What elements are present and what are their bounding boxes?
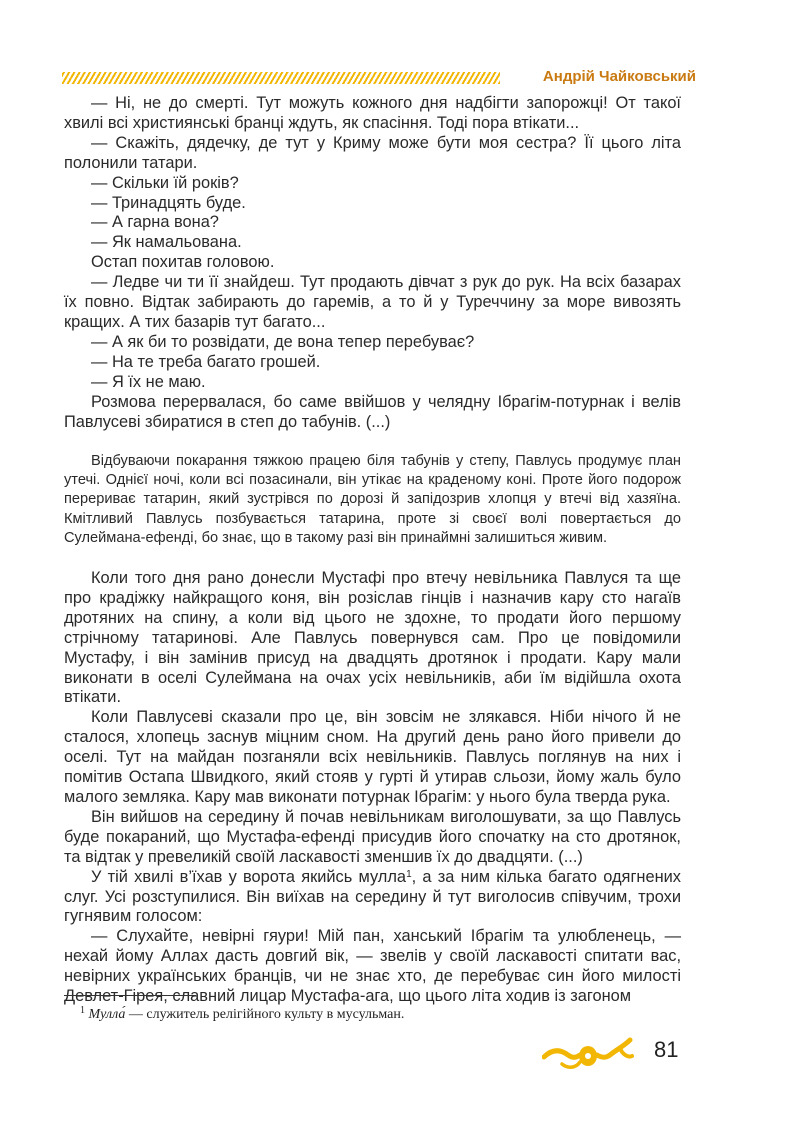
paragraph-text: У тій хвилі в’їхав у ворота якийсь мулла [91, 867, 407, 886]
paragraph: — Ні, не до смерті. Тут можуть кожного дня надбігти запорожці! От такої хвилі всі християнські бранці ждуть, як спасіння. Тоді пора втікати... [64, 94, 681, 132]
paragraph: — Я їх не маю. [91, 372, 206, 391]
paragraph-text: , а за ним кілька багато одягнених слуг. Усі розступилися. Він виїхав на середину й тут виголосив співучим, трохи гугнявим голосом: [64, 867, 681, 926]
header-decorative-stripe [62, 72, 500, 84]
footnote-number: 1 [80, 1005, 85, 1016]
paragraph: — А як би то розвідати, де вона тепер перебуває? [91, 332, 475, 351]
paragraph: — Ледве чи ти її знайдеш. Тут продають дівчат з рук до рук. На всіх базарах їх повно. Відтак забирають до гаремів, а то й у Туреччину за море вивозять кращих. А тих базарів тут багато... [64, 273, 681, 331]
story-text-part-2 [64, 569, 681, 1007]
paragraph: — А гарна вона? [91, 213, 219, 232]
paragraph: Коли Павлусеві сказали про це, він зовсім не злякався. Ніби нічого й не сталося, хлопець заснув міцним сном. На другий день рано його привели до оселі. Тут на майдан позганяли всіх невільників. Павлусь поглянув на них і помітив Остапа Швидкого, який стояв у гурті й утирав сльози, йому жаль було малого земляка. Кару мав виконати потурнак Ібрагім: у нього була тверда рука. [64, 708, 681, 806]
paragraph: — Слухайте, невірні гяури! Мій пан, ханський Ібрагім та улюбленець, — нехай йому Аллах дасть довгий вік, — звелів у своїй ласкавості спитати вас, невірних українських бранців, чи не знає хто, де перебуває син його милості Девлет-Гірея, славний лицар Мустафа-ага, що цього літа ходив із загоном [64, 927, 681, 1006]
paragraph: Остап похитав головою. [91, 253, 275, 272]
footnote-reference: 1 [406, 868, 412, 880]
paragraph: — Як намальована. [91, 233, 242, 252]
page-number: 81 [654, 1037, 679, 1062]
footnote-term: Мулла́ [88, 1007, 126, 1022]
decorative-ornament-icon [542, 1036, 634, 1072]
paragraph: — Тринадцять буде. [91, 193, 246, 212]
paragraph: Коли того дня рано донесли Мустафі про втечу невільника Павлуся та ще про крадіжку найкращого коня, він розіслав гінців і назначив кару сто нагаїв дротяних на спину, а коли від цього не здохне, то продати його першому стрічному татаринові. Але Павлусь повернувся сам. Про це повідомили Мустафу, і він замінив присуд на двадцять дротянок і продати. Кару мали виконати в оселі Сулеймана на очах усіх невільників, аби їм відійшла охота втікати. [64, 569, 681, 707]
paragraph: — Скільки їй років? [91, 173, 239, 192]
plot-summary [64, 452, 681, 548]
footnote-text: — служитель релігійного культу в мусульман. [125, 1007, 405, 1022]
footnote [80, 1007, 404, 1023]
paragraph-with-footnote [64, 868, 681, 928]
story-text-part-1 [64, 94, 681, 432]
summary-paragraph: Відбуваючи покарання тяжкою працею біля табунів у степу, Павлусь продумує план утечі. Однієї ночі, коли всі позасинали, він утікає на краденому коні. Проте його подорож перериває татарин, який зустрівся по дорозі й запідозрив хлопця у втечі від хазяїна. Кмітливий Павлусь позбувається татарина, проте зі своєї волі повертається до Сулеймана-ефенді, бо знає, що в такому разі він принаймні залишиться живим. [64, 453, 681, 546]
paragraph: Розмова перервалася, бо саме ввійшов у челядну Ібрагім-потурнак і велів Павлусеві збиратися в степ до табунів. (...) [64, 392, 681, 431]
paragraph: — Скажіть, дядечку, де тут у Криму може бути моя сестра? Її цього літа полонили татари. [64, 133, 681, 172]
paragraph: — На те треба багато грошей. [91, 352, 321, 371]
footnote-divider [64, 995, 196, 996]
paragraph: Він вийшов на середину й почав невільникам виголошувати, за що Павлусь буде покараний, що Мустафа-ефенді присудив його спочатку на сто дротянок, та відтак у превеликій своїй ласкавості зменшив їх до двадцяти. (...) [64, 807, 681, 866]
running-header-author: Андрій Чайковський [542, 68, 696, 85]
